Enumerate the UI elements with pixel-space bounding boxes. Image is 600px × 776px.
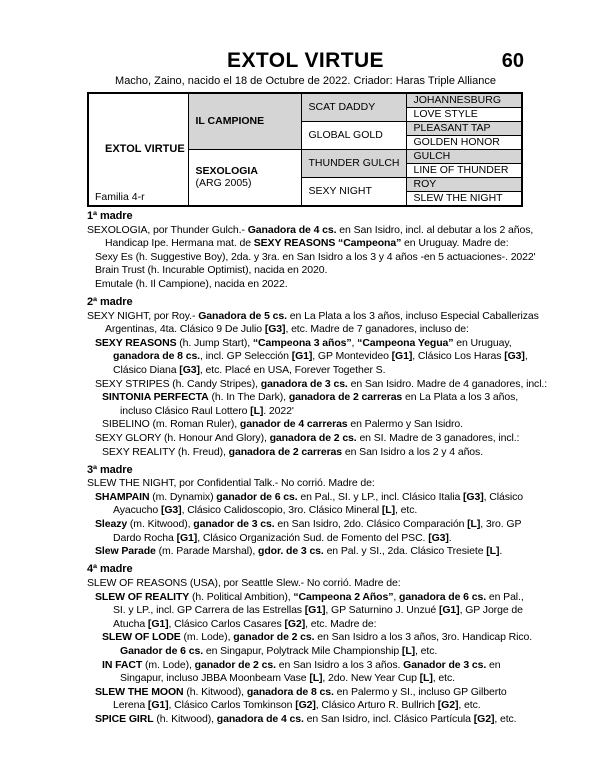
pedigree-note-line: SEXY REASONS (h. Jump Start), “Campeona 3 años”, “Campeona Yegua” en Uruguay,: [95, 336, 512, 349]
pedigree-note-line: SHAMPAIN (m. Dynamix) ganador de 6 cs. en Pal., SI. y LP., incl. Clásico Italia [G3], Clásico: [95, 490, 523, 503]
pedigree-note-line: Sleazy (m. Kitwood), ganador de 3 cs. en San Isidro, 2do. Clásico Comparación [L], 3ro. GP: [95, 518, 522, 531]
pedigree-note-line: Singapur, incluso JBBA Moonbeam Vase [L], 2do. New Year Cup [L], etc.: [120, 672, 455, 685]
pedigree-cell-gen2-1: GLOBAL GOLD: [301, 122, 406, 150]
pedigree-note-line: Lerena [G1], Clásico Carlos Tomkinson [G2], Clásico Arturo R. Bullrich [G2], etc.: [113, 699, 481, 712]
pedigree-note-line: SEXY STRIPES (h. Candy Stripes), ganadora de 3 cs. en San Isidro. Madre de 4 ganadores, incl.:: [95, 377, 548, 390]
pedigree-cell-gen3-5: LINE OF THUNDER: [406, 164, 522, 178]
horse-description: Macho, Zaino, nacido el 18 de Octubre de 2022. Criador: Haras Triple Alliance: [115, 75, 496, 87]
pedigree-table: [87, 92, 523, 207]
pedigree-cell-gen3-0: JOHANNESBURG: [406, 93, 522, 108]
pedigree-cell-gen3-4: GULCH: [406, 150, 522, 164]
pedigree-note-line: SPICE GIRL (h. Kitwood), ganadora de 4 cs. en San Isidro, incl. Clásico Partícula [G2], etc.: [95, 712, 517, 725]
pedigree-note-line: ganadora de 8 cs., incl. GP Selección [G1], GP Montevideo [G1], Clásico Los Haras [G3],: [113, 350, 528, 363]
madre-heading: 4ª madre: [87, 563, 133, 576]
horse-name-title: EXTOL VIRTUE: [227, 49, 384, 72]
pedigree-note-line: SEXY GLORY (h. Honour And Glory), ganadora de 2 cs. en SI. Madre de 3 ganadores, incl.:: [95, 432, 520, 444]
pedigree-cell-gen3-2: PLEASANT TAP: [406, 122, 522, 136]
pedigree-cell-gen2-0: SCAT DADDY: [301, 93, 406, 122]
pedigree-note-line: Slew Parade (m. Parade Marshal), gdor. de 3 cs. en Pal. y SI., 2da. Clásico Tresiete [L].: [95, 545, 503, 558]
pedigree-note-line: SEXOLOGIA, por Thunder Gulch.- Ganadora de 4 cs. en San Isidro, incl. al debutar a los 2 años,: [87, 223, 534, 236]
pedigree-note-line: IN FACT (m. Lode), ganador de 2 cs. en San Isidro a los 3 años. Ganador de 3 cs. en: [102, 658, 501, 671]
madre-heading: 1ª madre: [87, 210, 133, 222]
pedigree-cell-gen3-6: ROY: [406, 178, 522, 192]
pedigree-note-line: SINTONIA PERFECTA (h. In The Dark), ganadora de 2 carreras en La Plata a los 3 años,: [102, 391, 519, 404]
pedigree-note-line: Ayacucho [G3], Clásico Calidoscopio, 3ro. Clásico Mineral [L], etc.: [113, 504, 418, 517]
pedigree-note-line: Ganador de 6 cs. en Singapur, Polytrack Mile Championship [L], etc.: [120, 644, 438, 657]
pedigree-note-line: SLEW OF REASONS (USA), por Seattle Slew.- No corrió. Madre de:: [87, 576, 401, 589]
pedigree-note-line: Dardo Rocha [G1], Clásico Organización Sud. de Fomento del PSC. [G3].: [113, 531, 452, 544]
pedigree-cell-sire: IL CAMPIONE: [188, 93, 301, 150]
pedigree-note-line: Clásico Diana [G3], etc. Placé en USA, Forever Together S.: [113, 364, 386, 377]
family-label: Familia 4-r: [95, 190, 145, 203]
pedigree-note-line: SLEW THE NIGHT, por Confidential Talk.- No corrió. Madre de:: [87, 477, 375, 490]
pedigree-note-line: Sexy Es (h. Suggestive Boy), 2da. y 3ra. en San Isidro a los 3 y 4 años -en 5 actuaciones-. 2022': [95, 250, 536, 263]
title-row: [87, 49, 524, 74]
madre-heading: 2ª madre: [87, 296, 133, 309]
pedigree-cell-gen2-2: THUNDER GULCH: [301, 150, 406, 178]
pedigree-note-line: SI. y LP., incl. GP Carrera de las Estrellas [G1], GP Saturnino J. Unzué [G1], GP Jorge de: [113, 604, 523, 617]
pedigree-note-line: Emutale (h. Il Campione), nacida en 2022.: [95, 277, 288, 290]
page-header: [87, 49, 524, 87]
pedigree-note-line: Brain Trust (h. Incurable Optimist), nacida en 2020.: [95, 264, 328, 277]
madre-heading: 3ª madre: [87, 463, 133, 476]
pedigree-note-line: Argentinas, 4ta. Clásico 9 De Julio [G3], etc. Madre de 7 ganadores, incluso de:: [105, 323, 469, 336]
pedigree-cell-subject: [88, 93, 188, 206]
pedigree-note-line: SEXY NIGHT, por Roy.- Ganadora de 5 cs. en La Plata a los 3 años, incluso Especial Caballerizas: [87, 309, 539, 322]
pedigree-note-line: Handicap Ipe. Hermana mat. de SEXY REASONS “Campeona” en Uruguay. Madre de:: [105, 237, 509, 250]
pedigree-cell-gen3-3: GOLDEN HONOR: [406, 136, 522, 150]
pedigree-note-line: SLEW OF REALITY (h. Political Ambition), “Campeona 2 Años”, ganadora de 6 cs. en Pal.,: [95, 590, 524, 603]
pedigree-note-line: SLEW THE MOON (h. Kitwood), ganadora de 8 cs. en Palermo y SI., incluso GP Gilberto: [95, 685, 507, 698]
family-notes: [87, 210, 599, 726]
subject-name: EXTOL VIRTUE: [105, 142, 185, 155]
dam-name: SEXOLOGIA: [195, 165, 258, 177]
dam-origin-year: (ARG 2005): [195, 176, 252, 189]
pedigree-cell-gen3-7: SLEW THE NIGHT: [406, 192, 522, 207]
pedigree-cell-gen3-1: LOVE STYLE: [406, 108, 522, 122]
pedigree-cell-gen2-3: SEXY NIGHT: [301, 178, 406, 207]
pedigree-note-line: incluso Clásico Raul Lottero [L]. 2022': [120, 404, 294, 417]
pedigree-note-line: SLEW OF LODE (m. Lode), ganador de 2 cs. en San Isidro a los 3 años, 3ro. Handicap Rico.: [102, 631, 533, 644]
pedigree-note-line: SEXY REALITY (h. Freud), ganadora de 2 carreras en San Isidro a los 2 y 4 años.: [102, 445, 484, 458]
hip-number: 60: [501, 50, 524, 72]
pedigree-cell-dam: [188, 150, 301, 207]
pedigree-note-line: SIBELINO (m. Roman Ruler), ganador de 4 carreras en Palermo y San Isidro.: [102, 418, 463, 431]
pedigree-note-line: Atucha [G1], Clásico Carlos Casares [G2], etc. Madre de:: [113, 617, 377, 630]
